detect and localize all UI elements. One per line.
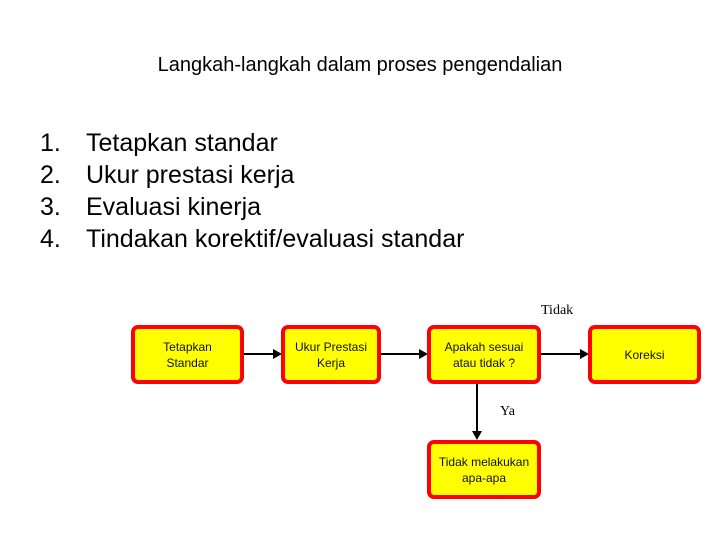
- list-item: [40, 159, 464, 191]
- node-measure: Ukur Prestasi Kerja: [281, 325, 381, 384]
- step-number: 2.: [40, 161, 61, 189]
- step-number: 4.: [40, 225, 61, 253]
- node-set-standard: Tetapkan Standar: [131, 325, 244, 384]
- steps-list: [40, 127, 464, 255]
- node-correction: Koreksi: [588, 325, 701, 384]
- arrow-decision-to-correction: [541, 353, 583, 355]
- arrow-head: [472, 431, 482, 440]
- edge-label-yes: Ya: [500, 404, 515, 419]
- edge-label-no: Tidak: [541, 303, 574, 318]
- list-item: [40, 223, 464, 255]
- list-item: [40, 127, 464, 159]
- arrow-decision-to-no-action: [476, 384, 478, 434]
- step-text: Ukur prestasi kerja: [86, 161, 295, 189]
- step-number: 3.: [40, 193, 61, 221]
- slide-title: Langkah-langkah dalam proses pengendalian: [157, 54, 563, 76]
- step-text: Tetapkan standar: [86, 129, 278, 157]
- arrow-measure-to-decision: [381, 353, 422, 355]
- node-no-action: Tidak melakukan apa-apa: [427, 440, 541, 499]
- step-number: 1.: [40, 129, 61, 157]
- step-text: Evaluasi kinerja: [86, 193, 262, 221]
- list-item: [40, 191, 464, 223]
- arrow-set-to-measure: [244, 353, 276, 355]
- step-text: Tindakan korektif/evaluasi standar: [86, 225, 465, 253]
- node-decision: Apakah sesuai atau tidak ?: [427, 325, 541, 384]
